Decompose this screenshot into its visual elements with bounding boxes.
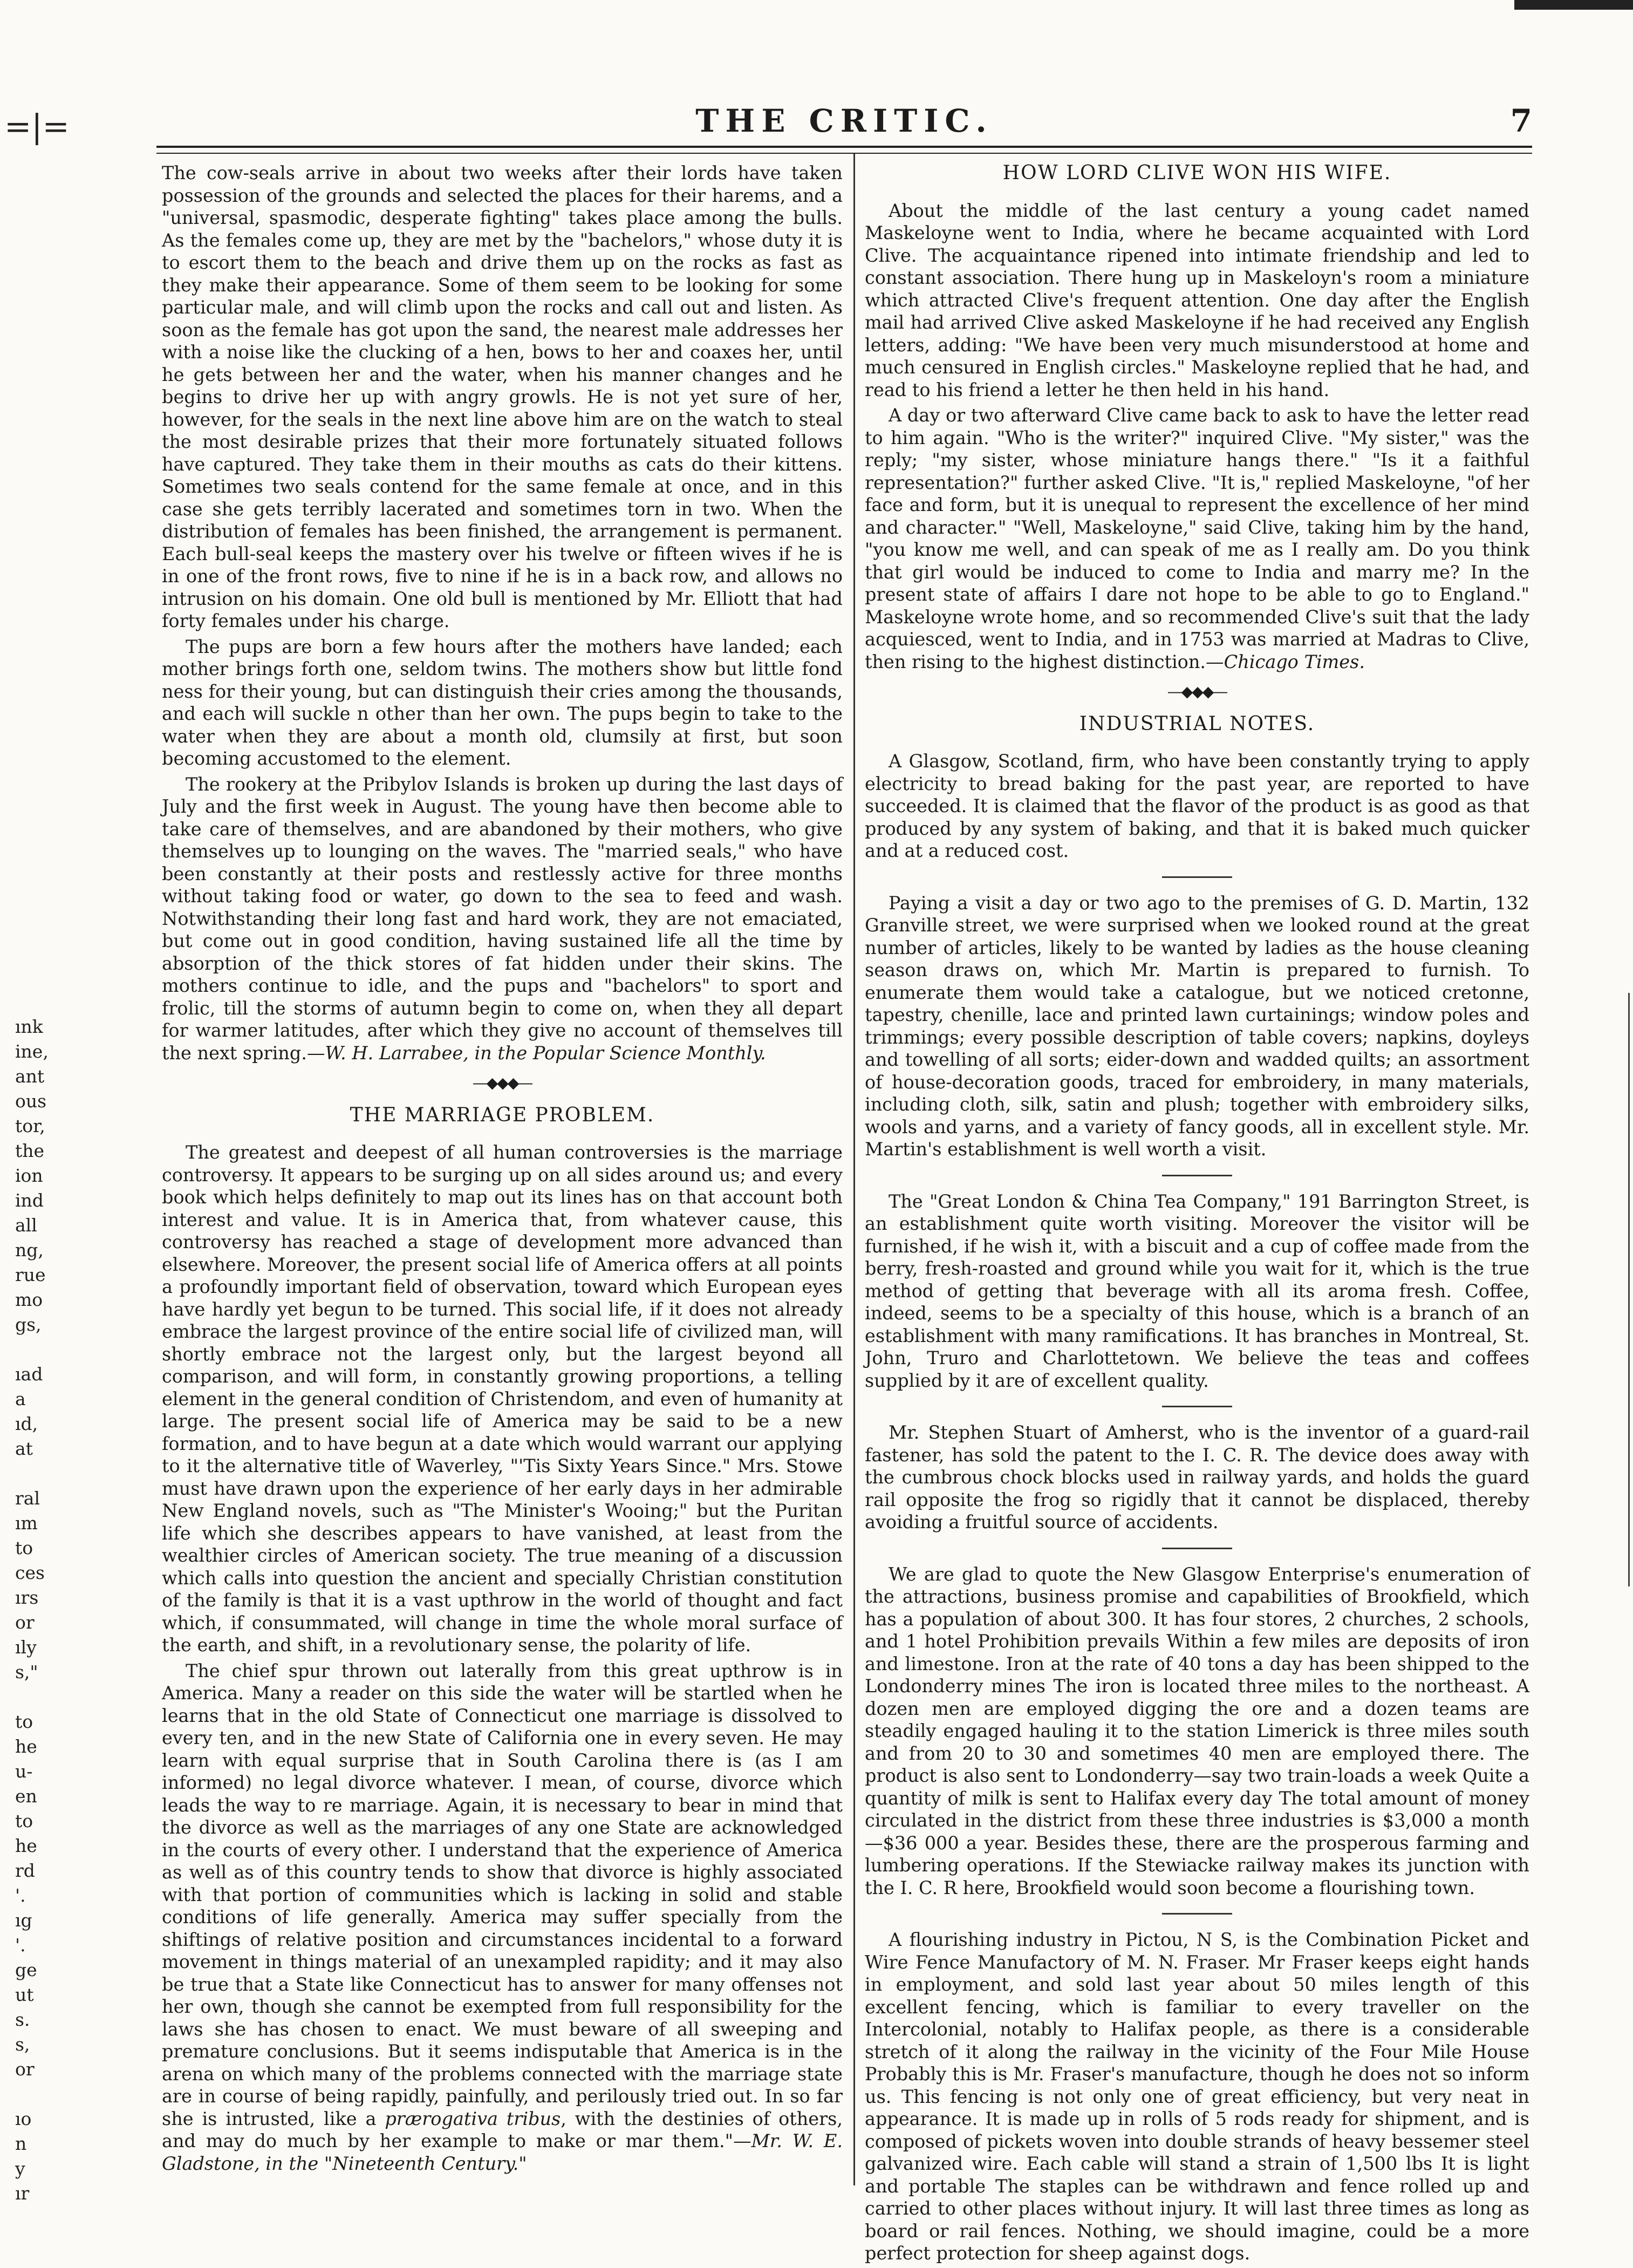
margin-fragment: ır xyxy=(15,2183,30,2204)
margin-fragment: ral xyxy=(15,1488,40,1509)
margin-fragment: ion xyxy=(15,1165,43,1186)
margin-fragment: to xyxy=(15,1810,33,1831)
article-paragraph: About the middle of the last century a young cadet named Maskeloyne went to India, where he became acquainted with Lord Clive. The acquaintance ripened into intimate friendship and led to constant association. There hung up in Maskeloyn's room a miniature which attracted Clive's frequent attention. One day after the English mail had arrived Clive asked Maskeloyne if he had received any English letters, adding: "We have been very much misunderstood at home and much censured in English circles." Maskeloyne replied that he had, and read to his friend a letter he then held in his hand. xyxy=(865,200,1529,400)
margin-fragment: ınk xyxy=(15,1016,43,1037)
margin-fragment: a xyxy=(15,1388,26,1409)
margin-fragment: or xyxy=(15,1612,35,1633)
note-paragraph: We are glad to quote the New Glasgow Enterprise's enumeration of the attractions, business promise and capabilities of Brookfield, which has a population of about 300. It has four stores, 2 churches, 2 schools, and 1 hotel Prohibition prevails Within a few miles are deposits of iron and limestone. Iron at the rate of 40 tons a day has been shipped to the Londonderry mines The iron is located three miles to the northeast. A dozen men are employed digging the ore and a dozen teams are steadily engaged hauling it to the station Limerick is three miles south and from 20 to 30 and sometimes 40 men are employed there. The product is also sent to Londonderry—say two train-loads a week Quite a quantity of milk is sent to Halifax every day The total amount of money circulated in the district from these three industries is $3,000 a month—$36 000 a year. Besides these, there are the prosperous farming and lumbering operations. If the Stewiacke railway makes its junction with the I. C. R here, Brookfield would soon become a flourishing town. xyxy=(865,1563,1529,1898)
article-credit: W. H. Larrabee, in the Popular Science Monthly. xyxy=(325,1042,766,1064)
margin-fragment: to xyxy=(15,1537,33,1558)
article-paragraph xyxy=(162,1660,843,2175)
margin-fragment: ine, xyxy=(15,1041,49,1062)
margin-fragment: y xyxy=(15,2158,25,2179)
note-paragraph: A Glasgow, Scotland, firm, who have been constantly trying to apply electricity to bread baking for the past year, are reported to have succeeded. It is claimed that the flavor of the product is as good as that produced by any system of baking, and that it is baked much quicker and at a reduced cost. xyxy=(865,751,1529,861)
margin-fragment: ıg xyxy=(15,1910,32,1931)
edge-mark: =|= xyxy=(4,108,70,146)
section-ornament: —◆◆◆— xyxy=(1167,683,1227,700)
margin-fragment: he xyxy=(15,1835,37,1856)
note-paragraph: Paying a visit a day or two ago to the premises of G. D. Martin, 132 Granville street, we were surprised when we looked round at the great number of articles, likely to be wanted by ladies as the house cleaning season draws on, which Mr. Martin is prepared to furnish. To enumerate them would take a catalogue, but we noticed cretonne, tapestry, chenille, lace and printed lawn curtainings; window poles and trimmings; every possible description of table covers; napkins, doyleys and towelling of all sorts; eider-down and wadded quilts; an assortment of house-decoration goods, traced for embroidery, in many materials, including cloth, silk, satin and plush; together with embroidery silks, wools and yarns, and a variety of fancy goods, all in excellent style. Mr. Martin's establishment is well worth a visit. xyxy=(865,892,1529,1160)
industrial-notes xyxy=(865,713,1529,2265)
margin-fragment: ıd, xyxy=(15,1413,38,1434)
margin-fragment: u- xyxy=(15,1761,33,1782)
margin-fragment xyxy=(15,1685,53,1709)
page-number: 7 xyxy=(1510,103,1532,139)
article-paragraph: The pups are born a few hours after the mothers have landed; each mother brings forth one, seldom twins. The mothers show but little fond ness for their young, but can distinguish their cries among the thousands, and each will suckle n other than her own. The pups begin to take to the water when they are about a month old, clumsily at first, but soon becoming accustomed to the element. xyxy=(162,636,843,769)
margin-fragment: s, xyxy=(15,2034,30,2055)
margin-fragment: ıly xyxy=(15,1637,37,1658)
article-paragraph: The greatest and deepest of all human controversies is the marriage controversy. It appears to be surging up on all sides around us; and every book which helps definitely to map out its lines has on that account both interest and value. It is in America that, from whatever cause, this controversy has reached a stage of development more advanced than elsewhere. Moreover, the present social life of America offers at all points a profoundly important field of observation, toward which European eyes have hardly yet begun to be turned. This social life, if it does not already embrace the largest province of the entire social life of civilized man, will shortly embrace not the largest only, but the largest beyond all comparison, and will form, in constantly growing proportions, a telling element in the general condition of Christendom, and even of humanity at large. The present social life of America may be said to be a new formation, and to have begun at a date which would warrant our applying to it the alternative title of Waverley, "'Tis Sixty Years Since." Mrs. Stowe must have drawn upon the experience of her early days in her admirable New England novels, such as "The Minister's Wooing;" but the Puritan life which she describes appears to have vanished, at least from the wealthier circles of American society. The true meaning of a discussion which calls into question the ancient and specially Christian constitution of the family is that it is a vast upthrow in the world of thought and fact which, if consummated, will change in time the whole moral surface of the earth, and shift, in a revolutionary sense, the polarity of life. xyxy=(162,1142,843,1656)
margin-fragment xyxy=(15,2082,53,2107)
margin-fragment: ut xyxy=(15,1984,34,2005)
margin-fragment: ıo xyxy=(15,2108,32,2129)
latin-phrase: prærogativa tribus xyxy=(385,2108,561,2129)
note-paragraph: A flourishing industry in Pictou, N S, is the Combination Picket and Wire Fence Manufactory of M. N. Fraser. Mr Fraser keeps eight hands in employment, and sold last year about 50 miles length of this excellent fencing, which is familiar to every traveller on the Intercolonial, notably to Halifax people, as there is a considerable stretch of it along the railway in the vicinity of the Four Mile House Probably this is Mr. Fraser's manufacture, though he does not so inform us. This fencing is not only one of great efficiency, but very neat in appearance. It is made up in rolls of 5 rods ready for shipment, and is composed of pickets woven into double strands of heavy bessemer steel galvanized wire. Each cable will stand a strain of 1,500 lbs It is light and portable The staples can be withdrawn and fence rolled up and carried to other places without injury. It will last three times as long as board or rail fences. Nothing, we should imagine, could be a more perfect protection for sheep against dogs. xyxy=(865,1929,1529,2264)
margin-fragment: rue xyxy=(15,1264,46,1285)
page-header xyxy=(156,103,1532,151)
corner-ink-mark xyxy=(1514,0,1633,10)
marriage-article xyxy=(162,1104,843,2175)
margin-fragment: the xyxy=(15,1140,45,1161)
margin-fragment xyxy=(15,1337,53,1362)
section-ornament: —◆◆◆— xyxy=(472,1074,532,1092)
margin-fragment: en xyxy=(15,1786,37,1807)
note-separator xyxy=(1162,876,1232,878)
margin-fragment: ırs xyxy=(15,1587,39,1608)
header-rule-thin xyxy=(156,153,1532,154)
column-divider xyxy=(853,154,855,2185)
paragraph-text: The chief spur thrown out laterally from this great upthrow is in America. Many a reader on this side the water will be startled when he learns that in the old State of Connecticut one marriage is dissolved to every ten, and in the new State of California one in every seven. He may learn with equal surprise that in South Carolina there is (as I am informed) no legal divorce whatever. I mean, of course, divorce which leads the way to re marriage. Again, it is necessary to bear in mind that the divorce as well as the marriages of any one State are acknowledged in the courts of every other. I understand that the experience of America as well as of this country tends to show that divorce is highly associated with that portion of communities which is lacking in solid and stable conditions of life generally. America may suffer specially from the shiftings of relative position and circumstances incidental to a forward movement in things material of an unexampled rapidity; and it may also be true that a State like Connecticut has to answer for many offenses not her own, though she cannot be exempted from full responsibility for the laws she has chosen to enact. We must beware of all sweeping and premature conclusions. But it seems indisputable that America is in the arena on which many of the problems connected with the marriage state are in course of being rapidly, painfully, and perilously tried out. In so far she is intrusted, like a xyxy=(162,1660,843,2129)
margin-fragment: tor, xyxy=(15,1115,45,1136)
right-edge-rule xyxy=(1628,993,1630,1586)
right-column xyxy=(865,162,1529,2268)
note-paragraph: Mr. Stephen Stuart of Amherst, who is the inventor of a guard-rail fastener, has sold the patent to the I. C. R. The device does away with the cumbrous chock blocks used in railway yards, and holds the guard rail opposite the frog so rigidly that it cannot be displaced, thereby avoiding a fruitful source of accidents. xyxy=(865,1422,1529,1533)
margin-fragment: gs, xyxy=(15,1314,42,1335)
margin-fragment: at xyxy=(15,1438,33,1459)
paragraph-text: The rookery at the Pribylov Islands is broken up during the last days of July and the first week in August. The young have then become able to take care of themselves, and are abandoned by their mothers, who give themselves up to lounging on the waves. The "married seals," who have been constantly at their posts and restlessly active for three months without taking food or water, go down to the sea to feed and wash. Notwithstanding their long fast and hard work, they are not emaciated, but come out in good condition, having sustained life all the time by absorption of the thick stores of fat hidden under their skins. The mothers continue to idle, and the pups and "bachelors" to sport and frolic, till the storms of autumn begin to come on, when they all depart for warmer latitudes, after which they give no account of themselves till the next spring.— xyxy=(162,773,843,1064)
margin-fragment: ind xyxy=(15,1190,44,1211)
paragraph-text: A day or two afterward Clive came back to ask to have the letter read to him again. "Who is the writer?" inquired Clive. "My sister," was the reply; "my sister, whose miniature hangs there." "Is it a faithful representation?" further asked Clive. "It is," replied Maskeloyne, "of her face and form, but it is unequal to represent the excellence of her mind and character." "Well, Maskeloyne," said Clive, taking him by the hand, "you know me well, and can speak of me as I really am. Do you think that girl would be induced to come to India and marry me? In the present state of affairs I dare not hope to be able to go to England." Maskeloyne wrote home, and so recommended Clive's suit that the lady acquiesced, went to India, and in 1753 was married at Madras to Clive, then rising to the highest distinction.— xyxy=(865,405,1529,672)
margin-fragment: ge xyxy=(15,1959,37,1980)
margin-fragment: ant xyxy=(15,1066,45,1087)
article-title: THE MARRIAGE PROBLEM. xyxy=(350,1104,655,1126)
margin-fragment xyxy=(15,1461,53,1486)
margin-fragment: ıad xyxy=(15,1364,43,1385)
header-rule-thick xyxy=(156,146,1532,148)
margin-fragment: mo xyxy=(15,1289,43,1310)
article-credit: Mr. W. E. Gladstone, in the "Nineteenth Century." xyxy=(162,2130,843,2174)
margin-fragment: ous xyxy=(15,1091,47,1112)
margin-fragment: '. xyxy=(15,1935,26,1956)
left-column xyxy=(162,162,843,2178)
margin-fragment: rd xyxy=(15,1860,35,1881)
note-separator xyxy=(1162,1175,1232,1176)
margin-fragment: n xyxy=(15,2133,27,2154)
note-separator xyxy=(1162,1913,1232,1915)
left-margin-fragments xyxy=(15,1014,53,2206)
article-paragraph xyxy=(162,773,843,1065)
paragraph-text-tail: , with the destinies of others, and may do much by her example to make or mar them."— xyxy=(162,2108,843,2151)
article-credit: Chicago Times. xyxy=(1224,651,1365,672)
margin-fragment: to xyxy=(15,1711,33,1732)
margin-fragment: s. xyxy=(15,2009,30,2030)
masthead-title: THE CRITIC. xyxy=(695,103,993,139)
article-paragraph: The cow-seals arrive in about two weeks after their lords have taken possession of the grounds and selected the places for their harems, and a "universal, spasmodic, desperate fighting" takes place among the bulls. As the females come up, they are met by the "bachelors," whose duty it is to escort them to the beach and drive them up on the rocks as fast as they make their appearance. Some of them seem to be looking for some particular male, and will climb upon the rocks and call out and listen. As soon as the female has got upon the sand, the nearest male addresses her with a noise like the clucking of a hen, bows to her and coaxes her, until he gets between her and the water, when his manner changes and he begins to drive her up with angry growls. He is not yet sure of her, however, for the seals in the next line above him are on the watch to steal the most desirable prizes that their more fortunately situated follows have captured. They take them in their mouths as cats do their kittens. Sometimes two seals contend for the same female at once, and in this case she gets terribly lacerated and sometimes torn in two. When the distribution of females has been finished, the arrangement is permanent. Each bull-seal keeps the mastery over his twelve or fifteen wives if he is in one of the front rows, five to nine if he is in a back row, and allows no intrusion on his domain. One old bull is mentioned by Mr. Elliott that had forty females under his charge. xyxy=(162,162,843,631)
article-paragraph xyxy=(865,404,1529,673)
article-title: INDUSTRIAL NOTES. xyxy=(1079,712,1315,735)
margin-fragment: ım xyxy=(15,1513,38,1534)
clive-article xyxy=(865,162,1529,673)
margin-fragment: ng, xyxy=(15,1239,44,1261)
seals-article xyxy=(162,162,843,1064)
article-title: HOW LORD CLIVE WON HIS WIFE. xyxy=(1002,162,1392,184)
margin-fragment: s," xyxy=(15,1661,38,1683)
margin-fragment: all xyxy=(15,1215,37,1236)
note-separator xyxy=(1162,1406,1232,1407)
margin-fragment: ces xyxy=(15,1562,45,1583)
note-separator xyxy=(1162,1548,1232,1549)
note-paragraph: The "Great London & China Tea Company," 191 Barrington Street, is an establishment quite worth visiting. Moreover the visitor will be furnished, if he wish it, with a biscuit and a cup of coffee made from the berry, fresh-roasted and ground while you wait for it, which is the true method of getting that beverage with all its aroma fresh. Coffee, indeed, seems to be a specialty of this house, which is a branch of an establishment with many ramifications. It has branches in Montreal, St. John, Truro and Charlottetown. We believe the teas and coffees supplied by it are of excellent quality. xyxy=(865,1190,1529,1391)
margin-fragment: '. xyxy=(15,1885,26,1906)
margin-fragment: he xyxy=(15,1736,37,1757)
margin-fragment: or xyxy=(15,2059,35,2080)
